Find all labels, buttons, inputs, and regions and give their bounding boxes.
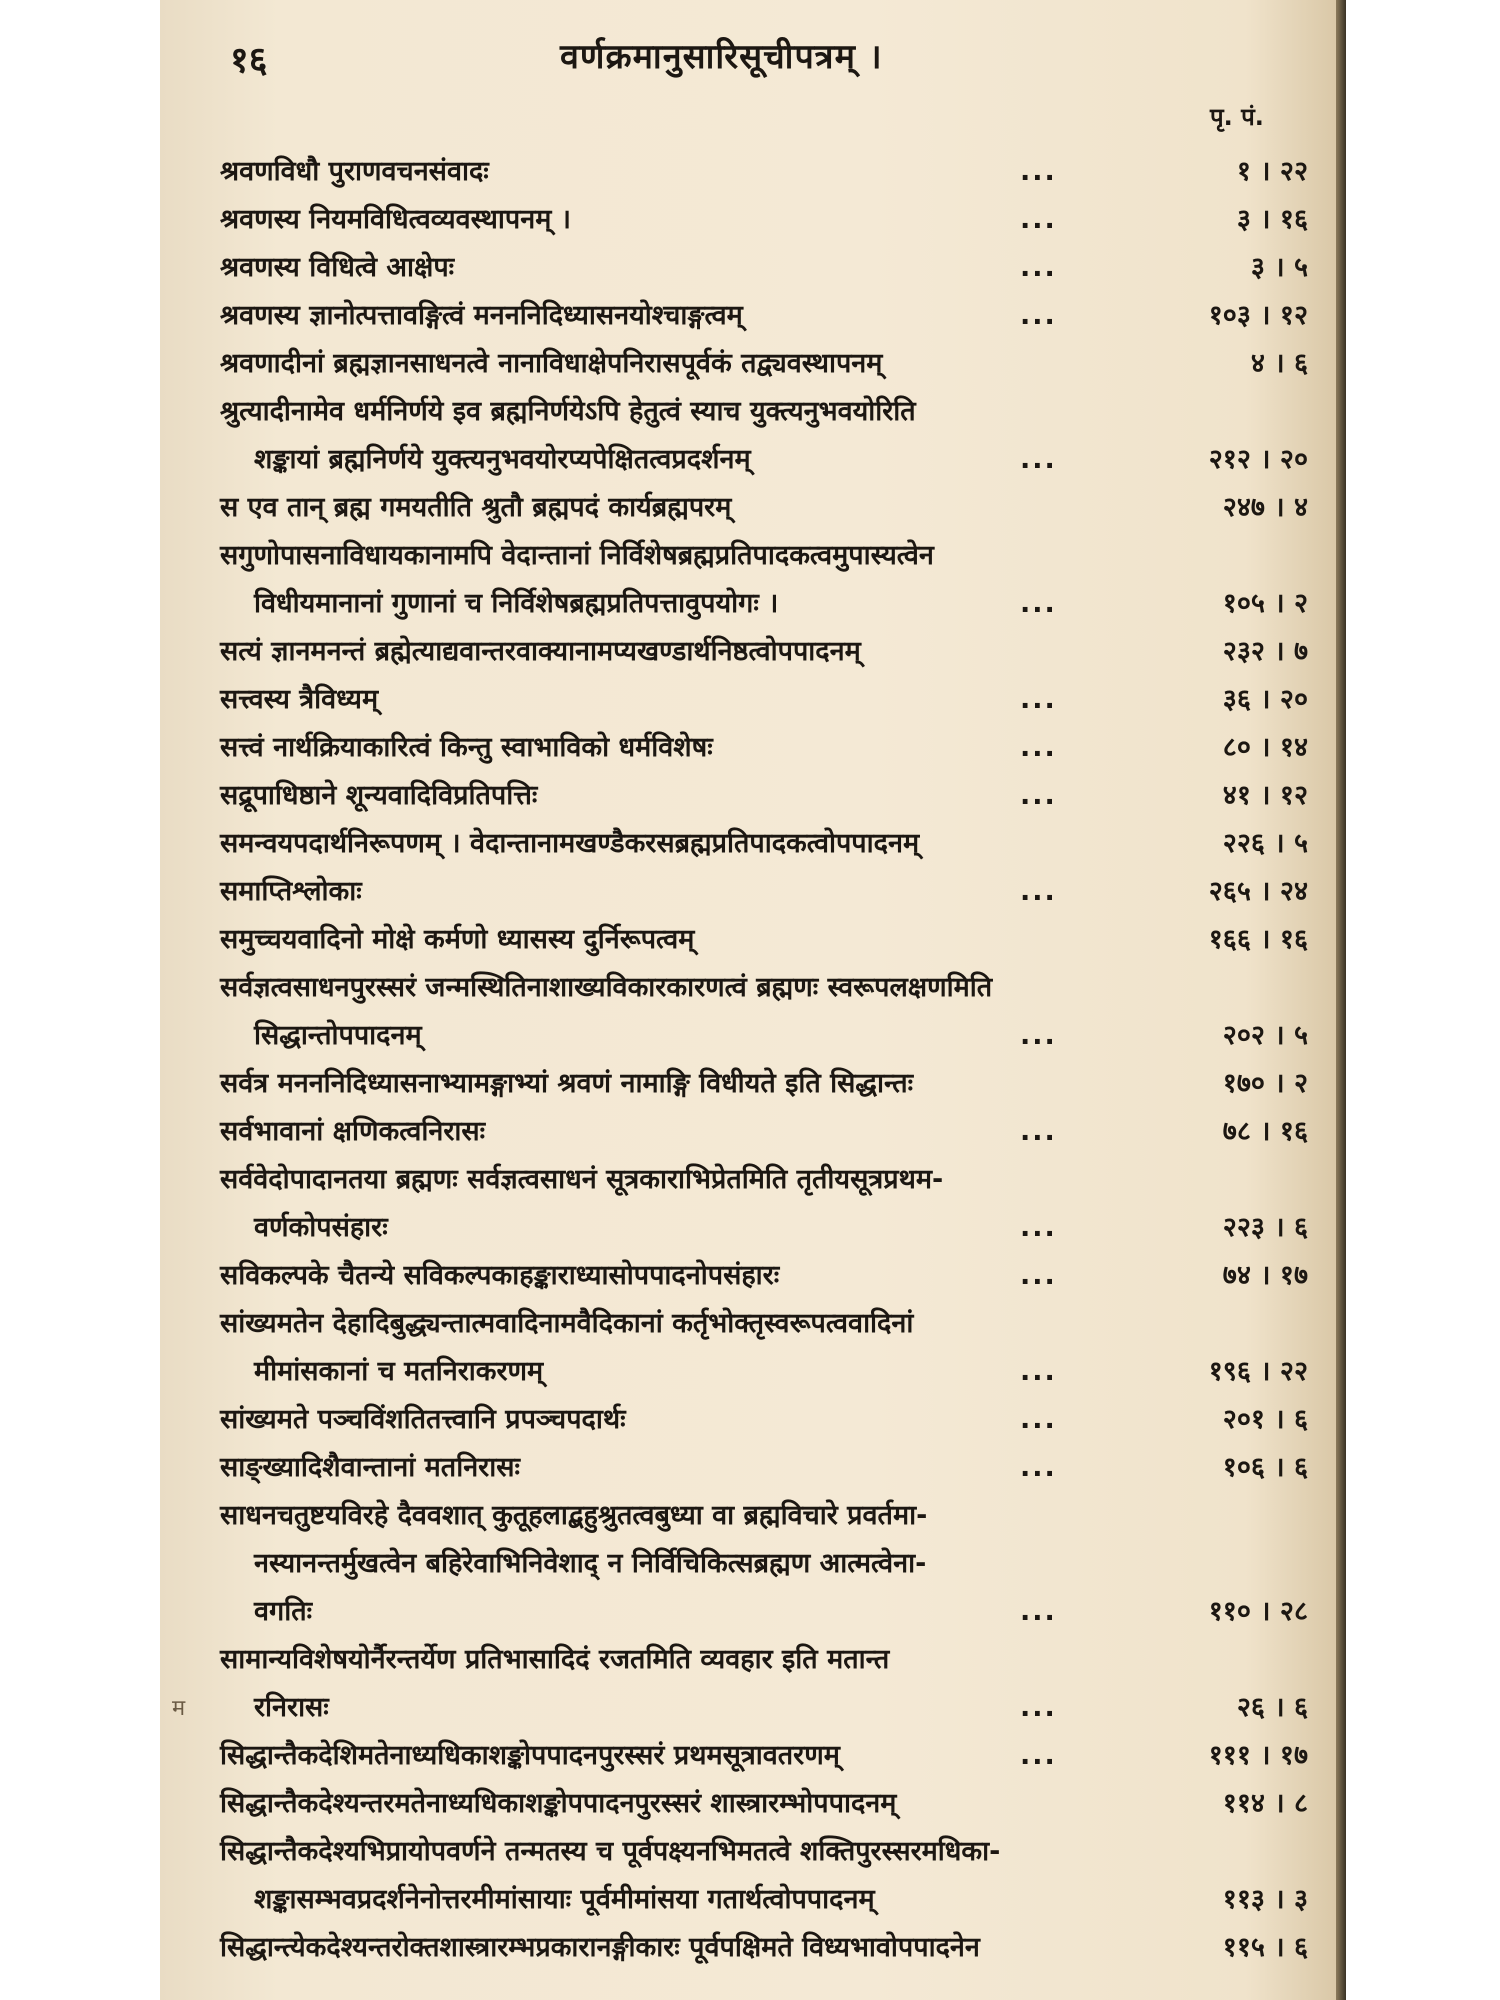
entry-line (220, 1204, 1320, 1252)
entry-text: श्रुत्यादीनामेव धर्मनिर्णये इव ब्रह्मनिर्णयेऽपि हेतुत्वं स्याच युक्त्यनुभवयोरिति (220, 396, 916, 427)
entry-line (220, 484, 1320, 532)
page-line-reference: ४ । ६ (1250, 348, 1308, 379)
index-entry (220, 1108, 1320, 1156)
entry-line (220, 676, 1320, 724)
entry-line (220, 388, 1320, 436)
leader-dots: ... (1020, 1404, 1057, 1435)
entry-text: सांख्यमतेन देहादिबुद्ध्यन्तात्मवादिनामवैदिकानां कर्तृभोक्तृस्वरूपत्ववादिनां (220, 1308, 914, 1339)
entry-line (220, 1924, 1320, 1972)
entry-line (220, 820, 1320, 868)
index-entry (220, 628, 1320, 676)
index-entry (220, 1396, 1320, 1444)
leader-dots: ... (1020, 1116, 1057, 1147)
page-line-reference: २१२ । २० (1208, 444, 1308, 475)
index-entry (220, 292, 1320, 340)
index-entry (220, 772, 1320, 820)
page-line-reference: १७० । २ (1222, 1068, 1308, 1099)
index-entries (220, 148, 1320, 1972)
entry-text: सर्वज्ञत्वसाधनपुरस्सरं जन्मस्थितिनाशाख्यविकारकारणत्वं ब्रह्मणः स्वरूपलक्षणमिति (220, 972, 993, 1003)
index-entry (220, 1156, 1320, 1252)
entry-text: समाप्तिश्लोकाः (220, 876, 362, 907)
entry-line (220, 1876, 1320, 1924)
entry-text: सविकल्पके चैतन्ये सविकल्पकाहङ्काराध्यासोपपादनोपसंहारः (220, 1260, 780, 1291)
leader-dots: ... (1020, 204, 1057, 235)
entry-text: सिद्धान्तैकदेशिमतेनाध्यधिकाशङ्कोपपादनपुरस्सरं प्रथमसूत्रावतरणम् (220, 1740, 840, 1771)
index-entry (220, 724, 1320, 772)
entry-line (220, 1060, 1320, 1108)
entry-text: सामान्यविशेषयोर्नैरन्तर्येण प्रतिभासादिदं रजतमिति व्यवहार इति मतान्त (220, 1644, 890, 1675)
leader-dots: ... (1020, 1212, 1057, 1243)
entry-text: सद्रूपाधिष्ठाने शून्यवादिविप्रतिपत्तिः (220, 780, 538, 811)
entry-line (220, 1732, 1320, 1780)
leader-dots: ... (1020, 300, 1057, 331)
page-line-reference: २०२ । ५ (1222, 1020, 1308, 1051)
index-entry (220, 868, 1320, 916)
entry-line (220, 1108, 1320, 1156)
index-entry (220, 964, 1320, 1060)
entry-text: विधीयमानानां गुणानां च निर्विशेषब्रह्मप्रतिपत्तावुपयोगः । (254, 588, 779, 619)
entry-line (220, 1684, 1320, 1732)
leader-dots: ... (1020, 1020, 1057, 1051)
page-line-reference: २२३ । ६ (1222, 1212, 1308, 1243)
page-line-reference: ७८ । १६ (1222, 1116, 1308, 1147)
index-entry (220, 484, 1320, 532)
leader-dots: ... (1020, 1260, 1057, 1291)
index-entry (220, 148, 1320, 196)
index-entry (220, 196, 1320, 244)
index-entry (220, 1492, 1320, 1636)
entry-text: सर्वभावानां क्षणिकत्वनिरासः (220, 1116, 486, 1147)
entry-text: सर्वत्र मनननिदिध्यासनाभ्यामङ्गाभ्यां श्रवणं नामाङ्गि विधीयते इति सिद्धान्तः (220, 1068, 914, 1099)
page-line-reference: ३ । ५ (1250, 252, 1308, 283)
margin-mark: म (172, 1696, 186, 1721)
entry-line (220, 1780, 1320, 1828)
leader-dots: ... (1020, 444, 1057, 475)
entry-text: स एव तान् ब्रह्म गमयतीति श्रुतौ ब्रह्मपदं कार्यब्रह्मपरम् (220, 492, 732, 523)
page-number: १६ (230, 40, 268, 81)
page-line-reference: १ । २२ (1236, 156, 1308, 187)
entry-line (220, 1156, 1320, 1204)
entry-text: समन्वयपदार्थनिरूपणम् । वेदान्तानामखण्डैकरसब्रह्मप्रतिपादकत्वोपपादनम् (220, 828, 920, 859)
leader-dots: ... (1020, 732, 1057, 763)
page-line-reference: २६ । ६ (1236, 1692, 1308, 1723)
leader-dots: ... (1020, 1452, 1057, 1483)
entry-line (220, 724, 1320, 772)
entry-line (220, 1396, 1320, 1444)
entry-line (220, 1636, 1320, 1684)
leader-dots: ... (1020, 684, 1057, 715)
page-line-reference: ४१ । १२ (1222, 780, 1308, 811)
page-line-reference: ७४ । १७ (1222, 1260, 1308, 1291)
entry-text: सत्त्वस्य त्रैविध्यम् (220, 684, 379, 715)
entry-text: नस्यानन्तर्मुखत्वेन बहिरेवाभिनिवेशाद् न निर्विचिकित्सब्रह्मण आत्मत्वेना- (254, 1548, 927, 1579)
page-line-reference: १९६ । २२ (1208, 1356, 1308, 1387)
entry-text: श्रवणस्य नियमविधित्वव्यवस्थापनम् । (220, 204, 571, 235)
entry-text: सांख्यमते पञ्चविंशतितत्त्वानि प्रपञ्चपदार्थः (220, 1404, 626, 1435)
entry-line (220, 868, 1320, 916)
leader-dots: ... (1020, 1740, 1057, 1771)
entry-text: मीमांसकानां च मतनिराकरणम् (254, 1356, 544, 1387)
entry-text: शङ्कायां ब्रह्मनिर्णये युक्त्यनुभवयोरप्यपेक्षितत्वप्रदर्शनम् (254, 444, 751, 475)
page-line-reference: १११ । १७ (1208, 1740, 1308, 1771)
page-line-reference: २३२ । ७ (1222, 636, 1308, 667)
page-line-reference: १०५ । २ (1222, 588, 1308, 619)
entry-line (220, 1828, 1320, 1876)
entry-text: सत्त्वं नार्थक्रियाकारित्वं किन्तु स्वाभाविको धर्मविशेषः (220, 732, 713, 763)
entry-text: श्रवणविधौ पुराणवचनसंवादः (220, 156, 489, 187)
column-heading: पृ. पं. (1210, 103, 1264, 131)
page-line-reference: १६६ । १६ (1208, 924, 1308, 955)
entry-line (220, 532, 1320, 580)
entry-line (220, 148, 1320, 196)
entry-line (220, 1300, 1320, 1348)
entry-line (220, 292, 1320, 340)
entry-line (220, 196, 1320, 244)
leader-dots: ... (1020, 1356, 1057, 1387)
page-line-reference: ३६ । २० (1222, 684, 1308, 715)
index-entry (220, 340, 1320, 388)
entry-line (220, 580, 1320, 628)
entry-text: श्रवणादीनां ब्रह्मज्ञानसाधनत्वे नानाविधाक्षेपनिरासपूर्वकं तद्व्यवस्थापनम् (220, 348, 883, 379)
leader-dots: ... (1020, 156, 1057, 187)
entry-line (220, 1444, 1320, 1492)
entry-text: वगतिः (254, 1596, 313, 1627)
entry-line (220, 1492, 1320, 1540)
page-line-reference: १०३ । १२ (1208, 300, 1308, 331)
book-page (160, 0, 1340, 2000)
entry-text: श्रवणस्य विधित्वे आक्षेपः (220, 252, 455, 283)
index-entry (220, 676, 1320, 724)
page-line-reference: १०६ । ६ (1222, 1452, 1308, 1483)
page-line-reference: ११० । २८ (1208, 1596, 1308, 1627)
entry-text: सिद्धान्तैकदेश्यभिप्रायोपवर्णने तन्मतस्य च पूर्वपक्ष्यनभिमतत्वे शक्तिपुरस्सरमधिका- (220, 1836, 1001, 1867)
page-line-reference: २४७ । ४ (1222, 492, 1308, 523)
leader-dots: ... (1020, 780, 1057, 811)
page-line-reference: २२६ । ५ (1222, 828, 1308, 859)
page-title: वर्णक्रमानुसारिसूचीपत्रम् । (560, 37, 883, 77)
book-spine-shadow (1336, 0, 1346, 2000)
leader-dots: ... (1020, 1596, 1057, 1627)
index-entry (220, 820, 1320, 868)
index-entry (220, 1300, 1320, 1396)
index-entry (220, 388, 1320, 484)
entry-text: रनिरासः (254, 1692, 329, 1723)
entry-line (220, 964, 1320, 1012)
entry-line (220, 244, 1320, 292)
index-entry (220, 1732, 1320, 1780)
entry-text: सिद्धान्तैकदेश्यन्तरमतेनाध्यधिकाशङ्कोपपादनपुरस्सरं शास्त्रारम्भोपपादनम् (220, 1788, 897, 1819)
index-entry (220, 916, 1320, 964)
leader-dots: ... (1020, 252, 1057, 283)
index-entry (220, 244, 1320, 292)
entry-text: श्रवणस्य ज्ञानोत्पत्तावङ्गित्वं मनननिदिध्यासनयोश्चाङ्गत्वम् (220, 300, 743, 331)
entry-text: सिद्धान्त्येकदेश्यन्तरोक्तशास्त्रारम्भप्रकारानङ्गीकारः पूर्वपक्षिमते विध्यभावोपपादनेन (220, 1932, 980, 1963)
entry-text: समुच्चयवादिनो मोक्षे कर्मणो ध्यासस्य दुर्निरूपत्वम् (220, 924, 695, 955)
entry-text: सगुणोपासनाविधायकानामपि वेदान्तानां निर्विशेषब्रह्मप्रतिपादकत्वमुपास्यत्वेन (220, 540, 934, 571)
index-entry (220, 1636, 1320, 1732)
entry-text: सिद्धान्तोपपादनम् (254, 1020, 422, 1051)
page-line-reference: २०१ । ६ (1222, 1404, 1308, 1435)
entry-text: वर्णकोपसंहारः (254, 1212, 388, 1243)
entry-text: सर्ववेदोपादानतया ब्रह्मणः सर्वज्ञत्वसाधनं सूत्रकाराभिप्रेतमिति तृतीयसूत्रप्रथम- (220, 1164, 944, 1195)
page-line-reference: ११४ । ८ (1222, 1788, 1308, 1819)
index-entry (220, 1444, 1320, 1492)
entry-text: सत्यं ज्ञानमनन्तं ब्रह्मेत्याद्यवान्तरवाक्यानामप्यखण्डार्थनिष्ठत्वोपपादनम् (220, 636, 861, 667)
leader-dots: ... (1020, 876, 1057, 907)
entry-line (220, 1252, 1320, 1300)
entry-line (220, 1588, 1320, 1636)
page-line-reference: ११३ । ३ (1222, 1884, 1308, 1915)
index-entry (220, 532, 1320, 628)
leader-dots: ... (1020, 1692, 1057, 1723)
entry-line (220, 772, 1320, 820)
entry-line (220, 1540, 1320, 1588)
page-line-reference: ११५ । ६ (1222, 1932, 1308, 1963)
index-entry (220, 1060, 1320, 1108)
index-entry (220, 1780, 1320, 1828)
index-entry (220, 1828, 1320, 1924)
index-entry (220, 1252, 1320, 1300)
entry-text: शङ्कासम्भवप्रदर्शनेनोत्तरमीमांसायाः पूर्वमीमांसया गतार्थत्वोपपादनम् (254, 1884, 875, 1915)
index-entry (220, 1924, 1320, 1972)
entry-line (220, 628, 1320, 676)
page-line-reference: ८० । १४ (1222, 732, 1308, 763)
leader-dots: ... (1020, 588, 1057, 619)
entry-text: साधनचतुष्टयविरहे दैववशात् कुतूहलाद्बहुश्रुतत्वबुध्या वा ब्रह्मविचारे प्रवर्तमा- (220, 1500, 928, 1531)
entry-line (220, 1348, 1320, 1396)
entry-line (220, 1012, 1320, 1060)
entry-text: साङ्ख्यादिशैवान्तानां मतनिरासः (220, 1452, 520, 1483)
page-line-reference: ३ । १६ (1236, 204, 1308, 235)
page-line-reference: २६५ । २४ (1208, 876, 1308, 907)
entry-line (220, 436, 1320, 484)
entry-line (220, 340, 1320, 388)
entry-line (220, 916, 1320, 964)
